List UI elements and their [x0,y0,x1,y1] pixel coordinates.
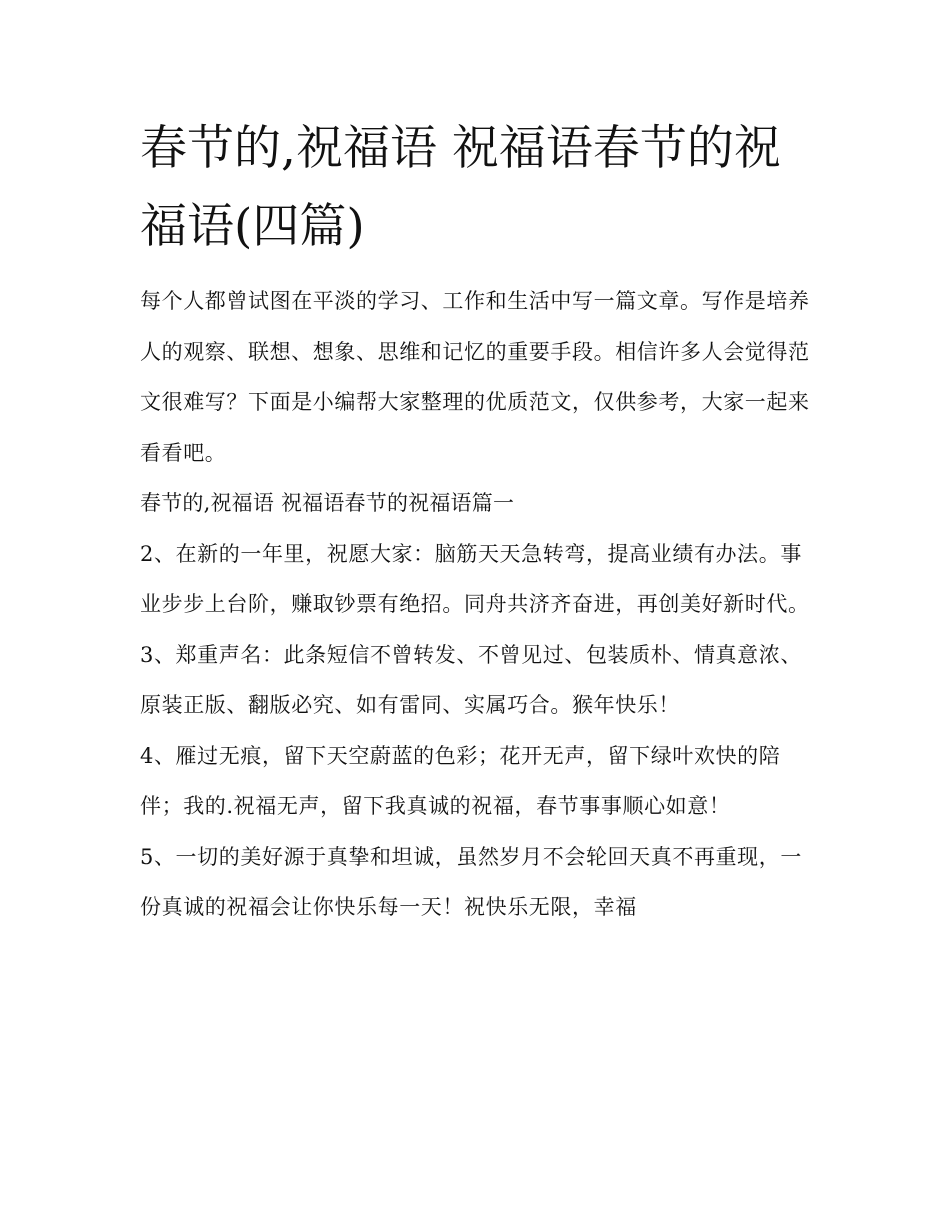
list-item: 3、郑重声名：此条短信不曾转发、不曾见过、包装质朴、情真意浓、原装正版、翻版必究、如有雷同、实属巧合。猴年快乐！ [140,642,802,717]
list-item: 2、在新的一年里，祝愿大家：脑筋天天急转弯，提高业绩有办法。事业步步上台阶，赚取钞票有绝招。同舟共济齐奋进，再创美好新时代。 [140,541,810,616]
document-page [140,110,812,933]
list-item: 5、一切的美好源于真挚和坦诚，虽然岁月不会轮回天真不再重现，一份真诚的祝福会让你快乐每一天！祝快乐无限，幸福 [140,844,802,919]
document-title: 春节的,祝福语 祝福语春节的祝福语(四篇) [140,121,781,254]
intro-paragraph: 每个人都曾试图在平淡的学习、工作和生活中写一篇文章。写作是培养人的观察、联想、想象、思维和记忆的重要手段。相信许多人会觉得范文很难写？下面是小编帮大家整理的优质范文，仅供参考，大家一起来看看吧。 [140,289,810,465]
section-heading: 春节的,祝福语 祝福语春节的祝福语篇一 [140,491,515,515]
list-item: 4、雁过无痕，留下天空蔚蓝的色彩；花开无声，留下绿叶欢快的陪伴；我的.祝福无声，留下我真诚的祝福，春节事事顺心如意！ [140,743,781,818]
